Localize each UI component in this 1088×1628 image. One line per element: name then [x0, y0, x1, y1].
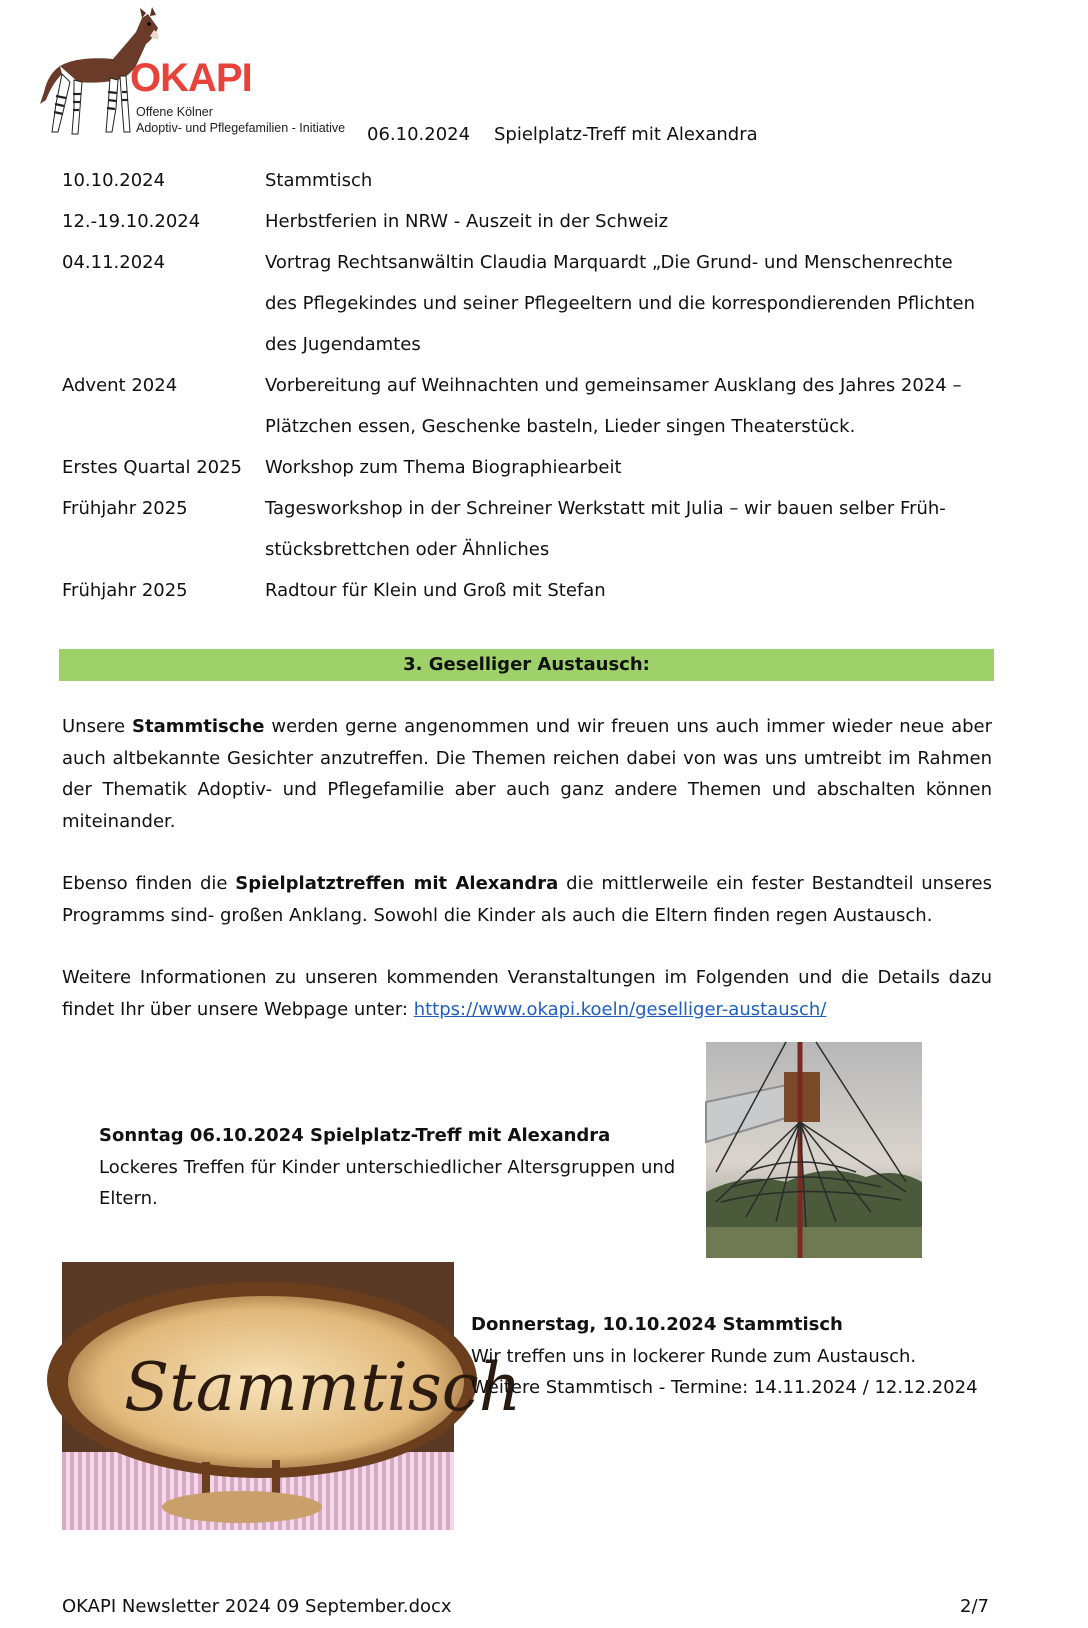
paragraph-text: Weitere Informationen zu unseren kommenden Veranstaltungen im Folgenden und die Details dazu findet Ihr über unsere Webpage unter:	[62, 967, 992, 1020]
schedule-date: Erstes Quartal 2025	[62, 457, 243, 478]
schedule-desc: des Jugendamtes	[265, 334, 421, 355]
schedule-row	[62, 488, 1002, 570]
schedule-desc: Radtour für Klein und Groß mit Stefan	[265, 580, 606, 601]
schedule-row	[62, 570, 1002, 611]
event-text: Lockeres Treffen für Kinder unterschiedlicher Altersgruppen und Eltern.	[99, 1156, 676, 1209]
paragraph-text: Unsere	[62, 716, 133, 737]
sign-text: Stammtisch	[124, 1349, 522, 1426]
stammtisch-sign-photo	[62, 1262, 522, 1530]
event-text: Wir treffen uns in lockerer Runde zum Austausch.	[471, 1345, 917, 1367]
schedule-row	[62, 242, 1002, 365]
okapi-logo	[18, 4, 358, 144]
event-stammtisch	[471, 1309, 1011, 1404]
footer-page-number: 2/7	[960, 1596, 989, 1617]
paragraph-bold: Spielplatztreffen mit Alexandra	[235, 873, 559, 894]
paragraph-bold: Stammtische	[132, 716, 265, 737]
schedule-date: 12.-19.10.2024	[62, 211, 201, 232]
schedule-date: Frühjahr 2025	[62, 498, 188, 519]
schedule-date: 04.11.2024	[62, 252, 166, 273]
logo-subtitle-2: Adoptiv- und Pflegefamilien - Initiative	[136, 121, 346, 135]
event-title: Sonntag 06.10.2024 Spielplatz-Treff mit Alexandra	[99, 1125, 611, 1146]
schedule-desc: Stammtisch	[265, 170, 373, 191]
schedule-first-date: 06.10.2024	[367, 124, 471, 145]
schedule-date: Frühjahr 2025	[62, 580, 188, 601]
schedule-table	[62, 160, 1002, 611]
schedule-desc: Vorbereitung auf Weihnachten und gemeinsamer Ausklang des Jahres 2024 –	[265, 375, 962, 396]
paragraph-stammtische	[62, 711, 992, 837]
schedule-desc: Workshop zum Thema Biographiearbeit	[265, 457, 622, 478]
schedule-desc: des Pflegekindes und seiner Pflegeeltern und die korrespondierenden Pflichten	[265, 293, 976, 314]
schedule-date: 10.10.2024	[62, 170, 166, 191]
schedule-row	[62, 447, 1002, 488]
schedule-date: Advent 2024	[62, 375, 178, 396]
footer-filename: OKAPI Newsletter 2024 09 September.docx	[62, 1596, 452, 1617]
schedule-desc: Vortrag Rechtsanwältin Claudia Marquardt „Die Grund- und Menschenrechte	[265, 252, 953, 273]
logo-subtitle-1: Offene Kölner	[136, 105, 213, 119]
paragraph-text: werden gerne angenommen und wir freuen uns auch immer wieder neue aber auch altbekannte Gesichter anzutreffen. Die Themen reichen dabei von was uns umtreibt im Rahmen der Thematik Adoptiv- und Pflegefamilie aber auch ganz andere Themen und abschalten können miteinander.	[62, 716, 993, 832]
paragraph-info	[62, 962, 992, 1025]
schedule-row	[62, 160, 1002, 201]
schedule-desc: Tagesworkshop in der Schreiner Werkstatt mit Julia – wir bauen selber Früh-	[265, 498, 946, 519]
schedule-first-text: Spielplatz-Treff mit Alexandra	[494, 124, 758, 145]
website-link[interactable]: https://www.okapi.koeln/geselliger-austausch/	[413, 998, 827, 1020]
schedule-row	[62, 365, 1002, 447]
schedule-desc: Plätzchen essen, Geschenke basteln, Lieder singen Theaterstück.	[265, 416, 856, 437]
schedule-row	[62, 201, 1002, 242]
schedule-desc: stücksbrettchen oder Ähnliches	[265, 539, 550, 560]
playground-photo	[706, 1042, 922, 1258]
event-title: Donnerstag, 10.10.2024 Stammtisch	[471, 1314, 843, 1335]
paragraph-text: Ebenso finden die	[62, 873, 236, 894]
brand-name: OKAPI	[130, 56, 252, 100]
event-spielplatz	[99, 1120, 689, 1215]
event-text: Weitere Stammtisch - Termine: 14.11.2024 / 12.12.2024	[471, 1377, 978, 1398]
section-heading: 3. Geselliger Austausch:	[59, 649, 994, 681]
paragraph-spielplatz	[62, 868, 992, 931]
paragraph-text: die mittlerweile ein fester Bestandteil unseres Programms sind- großen Anklang. Sowohl die Kinder als auch die Eltern finden regen Austausch.	[62, 873, 993, 926]
schedule-desc: Herbstferien in NRW - Auszeit in der Schweiz	[265, 211, 669, 232]
